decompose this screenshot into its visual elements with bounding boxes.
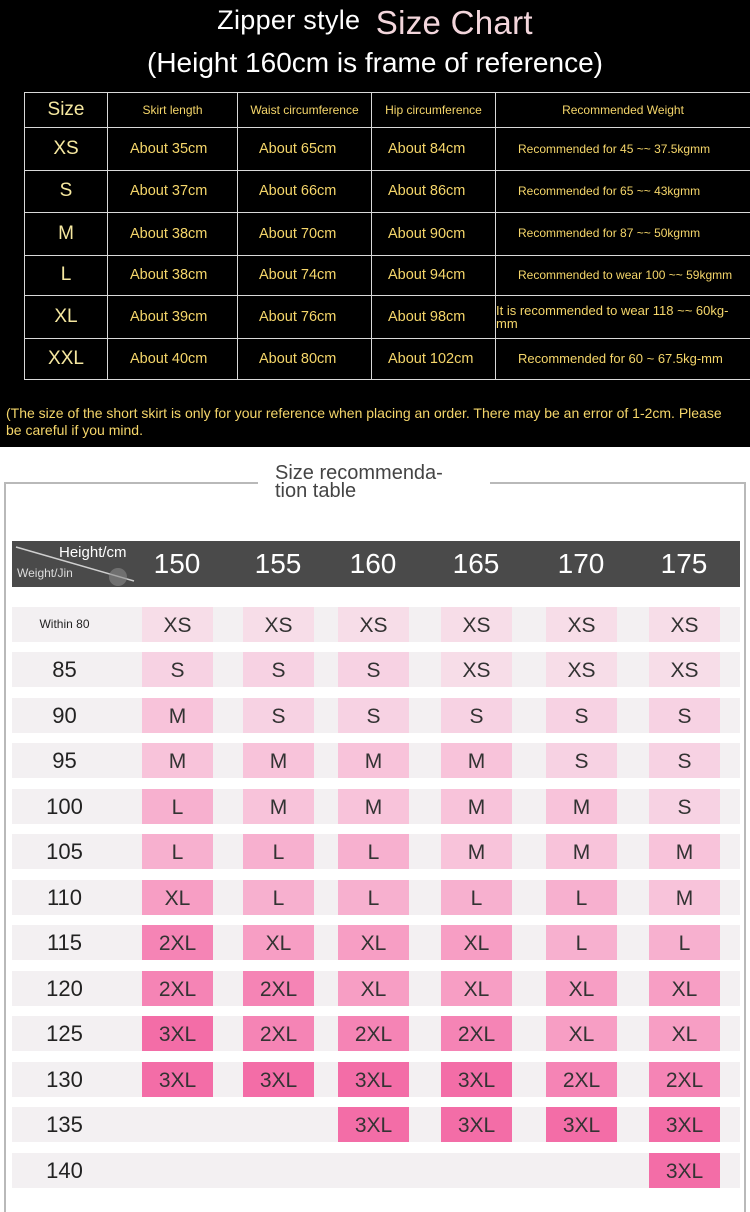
spec-row	[25, 255, 750, 296]
size-cell: XL	[338, 971, 409, 1006]
size-cell: 3XL	[338, 1107, 409, 1142]
spec-size-cell: M	[25, 212, 108, 255]
weight-label: 105	[12, 834, 117, 869]
size-cell: XL	[546, 1016, 617, 1051]
weight-label: 125	[12, 1016, 117, 1051]
spec-row	[25, 128, 750, 171]
size-cell: M	[243, 743, 314, 778]
spec-weight-cell: Recommended for 87 ~~ 50kgmm	[496, 212, 750, 255]
weight-label: 95	[12, 743, 117, 778]
recommendation-row	[12, 834, 740, 869]
spec-waist-cell: About 66cm	[238, 170, 372, 212]
recommendation-title	[258, 464, 490, 500]
size-cell: 3XL	[338, 1062, 409, 1097]
recommendation-title-line2: tion table	[275, 482, 490, 500]
spec-length-cell: About 39cm	[108, 296, 238, 339]
spec-size-cell: XXL	[25, 339, 108, 380]
height-column-header: 155	[238, 541, 318, 587]
size-cell: 3XL	[142, 1062, 213, 1097]
size-cell: S	[546, 698, 617, 733]
spec-length-cell: About 38cm	[108, 212, 238, 255]
spec-waist-cell: About 76cm	[238, 296, 372, 339]
size-cell: L	[546, 880, 617, 915]
size-cell: XL	[649, 971, 720, 1006]
weight-label: 135	[12, 1107, 117, 1142]
weight-label: 130	[12, 1062, 117, 1097]
col-header-size: Size	[25, 93, 108, 128]
size-chart-section	[0, 0, 750, 447]
weight-label: 140	[12, 1153, 117, 1188]
spec-row	[25, 339, 750, 380]
spec-header-row	[25, 93, 750, 128]
size-cell: L	[338, 880, 409, 915]
size-cell: 2XL	[243, 1016, 314, 1051]
size-cell: L	[142, 834, 213, 869]
col-header-waist: Waist circumference	[238, 93, 372, 128]
weight-axis-label: Weight/Jin	[17, 566, 73, 580]
size-cell: 2XL	[649, 1062, 720, 1097]
weight-label: 100	[12, 789, 117, 824]
size-cell: S	[649, 789, 720, 824]
size-cell: M	[441, 834, 512, 869]
size-cell: L	[649, 925, 720, 960]
weight-label: 115	[12, 925, 117, 960]
size-cell: XS	[441, 652, 512, 687]
spec-size-cell: XS	[25, 128, 108, 171]
recommendation-row	[12, 698, 740, 733]
height-header-bar	[12, 541, 740, 587]
size-cell: 3XL	[546, 1107, 617, 1142]
size-cell: XS	[243, 607, 314, 642]
weight-label: 85	[12, 652, 117, 687]
weight-label: 120	[12, 971, 117, 1006]
size-cell: M	[649, 880, 720, 915]
size-cell: M	[243, 789, 314, 824]
size-cell: S	[441, 698, 512, 733]
spec-weight-cell: Recommended for 45 ~~ 37.5kgmm	[496, 128, 750, 171]
header-corner-cell	[12, 541, 140, 587]
spec-row	[25, 296, 750, 339]
size-spec-table	[24, 92, 750, 380]
size-cell: M	[142, 743, 213, 778]
spec-length-cell: About 35cm	[108, 128, 238, 171]
recommendation-row	[12, 607, 740, 642]
size-cell: L	[243, 834, 314, 869]
size-cell: M	[338, 743, 409, 778]
size-cell: XL	[338, 925, 409, 960]
height-axis-label: Height/cm	[59, 544, 127, 561]
size-cell: 2XL	[546, 1062, 617, 1097]
size-cell: M	[546, 834, 617, 869]
col-header-weight: Recommended Weight	[496, 93, 750, 128]
recommendation-title-line1: Size recommenda-	[275, 464, 490, 482]
spec-weight-cell: Recommended for 60 ~ 67.5kg-mm	[496, 339, 750, 380]
size-cell: M	[441, 789, 512, 824]
title-prefix: Zipper style	[217, 5, 360, 35]
spec-length-cell: About 37cm	[108, 170, 238, 212]
spec-weight-cell: Recommended to wear 100 ~~ 59kgmm	[496, 255, 750, 296]
height-column-header: 170	[541, 541, 621, 587]
size-cell: L	[338, 834, 409, 869]
spec-waist-cell: About 70cm	[238, 212, 372, 255]
size-cell: S	[546, 743, 617, 778]
page-title	[0, 4, 750, 42]
size-cell: L	[142, 789, 213, 824]
spec-size-cell: XL	[25, 296, 108, 339]
weight-label: 110	[12, 880, 117, 915]
size-cell: XL	[546, 971, 617, 1006]
size-cell: S	[338, 698, 409, 733]
size-cell: M	[338, 789, 409, 824]
spec-row	[25, 212, 750, 255]
height-column-header: 150	[137, 541, 217, 587]
spec-hip-cell: About 84cm	[372, 128, 496, 171]
height-column-header: 165	[436, 541, 516, 587]
size-cell: S	[243, 698, 314, 733]
size-cell: S	[243, 652, 314, 687]
size-cell: 3XL	[649, 1153, 720, 1188]
size-cell: XS	[649, 652, 720, 687]
recommendation-row	[12, 652, 740, 687]
recommendation-row	[12, 880, 740, 915]
spec-waist-cell: About 74cm	[238, 255, 372, 296]
size-cell: 3XL	[142, 1016, 213, 1051]
size-cell: M	[441, 743, 512, 778]
size-cell: XS	[142, 607, 213, 642]
size-cell: XL	[243, 925, 314, 960]
recommendation-row	[12, 743, 740, 778]
size-cell: XL	[441, 971, 512, 1006]
recommendation-row	[12, 1016, 740, 1051]
size-cell: XL	[649, 1016, 720, 1051]
size-cell: 2XL	[441, 1016, 512, 1051]
recommendation-row	[12, 971, 740, 1006]
spec-waist-cell: About 80cm	[238, 339, 372, 380]
recommendation-row	[12, 1153, 740, 1188]
spec-size-cell: S	[25, 170, 108, 212]
spec-hip-cell: About 90cm	[372, 212, 496, 255]
size-cell: 3XL	[243, 1062, 314, 1097]
col-header-skirt-length: Skirt length	[108, 93, 238, 128]
size-cell: XS	[546, 652, 617, 687]
height-column-header: 175	[644, 541, 724, 587]
size-cell: XS	[546, 607, 617, 642]
size-note: (The size of the short skirt is only for your reference when placing an order. There may be an error of 1-2cm. Please be careful if you mind.	[6, 405, 736, 439]
spec-waist-cell: About 65cm	[238, 128, 372, 171]
weight-label: Within 80	[12, 607, 117, 642]
size-cell: XS	[441, 607, 512, 642]
size-cell: 3XL	[649, 1107, 720, 1142]
page-subtitle: (Height 160cm is frame of reference)	[0, 47, 750, 79]
spec-length-cell: About 40cm	[108, 339, 238, 380]
spec-hip-cell: About 86cm	[372, 170, 496, 212]
size-cell: S	[649, 743, 720, 778]
col-header-hip: Hip circumference	[372, 93, 496, 128]
size-cell: XS	[338, 607, 409, 642]
spec-size-cell: L	[25, 255, 108, 296]
height-column-header: 160	[333, 541, 413, 587]
size-cell: XS	[649, 607, 720, 642]
size-cell: XL	[142, 880, 213, 915]
size-cell: 2XL	[243, 971, 314, 1006]
size-cell: 3XL	[441, 1062, 512, 1097]
recommendation-row	[12, 789, 740, 824]
size-cell: XL	[441, 925, 512, 960]
size-cell: 2XL	[338, 1016, 409, 1051]
size-cell: S	[649, 698, 720, 733]
spec-weight-cell: It is recommended to wear 118 ~~ 60kg-mm	[496, 296, 750, 339]
size-cell: S	[338, 652, 409, 687]
size-cell: M	[546, 789, 617, 824]
size-cell: M	[142, 698, 213, 733]
spec-hip-cell: About 98cm	[372, 296, 496, 339]
size-cell: M	[649, 834, 720, 869]
spec-length-cell: About 38cm	[108, 255, 238, 296]
size-cell: L	[243, 880, 314, 915]
title-text: Size Chart	[376, 4, 533, 41]
spec-hip-cell: About 94cm	[372, 255, 496, 296]
size-cell: L	[441, 880, 512, 915]
size-cell: 3XL	[441, 1107, 512, 1142]
spec-weight-cell: Recommended for 65 ~~ 43kgmm	[496, 170, 750, 212]
recommendation-row	[12, 1062, 740, 1097]
size-cell: L	[546, 925, 617, 960]
recommendation-row	[12, 925, 740, 960]
size-cell: 2XL	[142, 971, 213, 1006]
spec-hip-cell: About 102cm	[372, 339, 496, 380]
size-cell: S	[142, 652, 213, 687]
spec-row	[25, 170, 750, 212]
size-cell: 2XL	[142, 925, 213, 960]
recommendation-row	[12, 1107, 740, 1142]
weight-label: 90	[12, 698, 117, 733]
